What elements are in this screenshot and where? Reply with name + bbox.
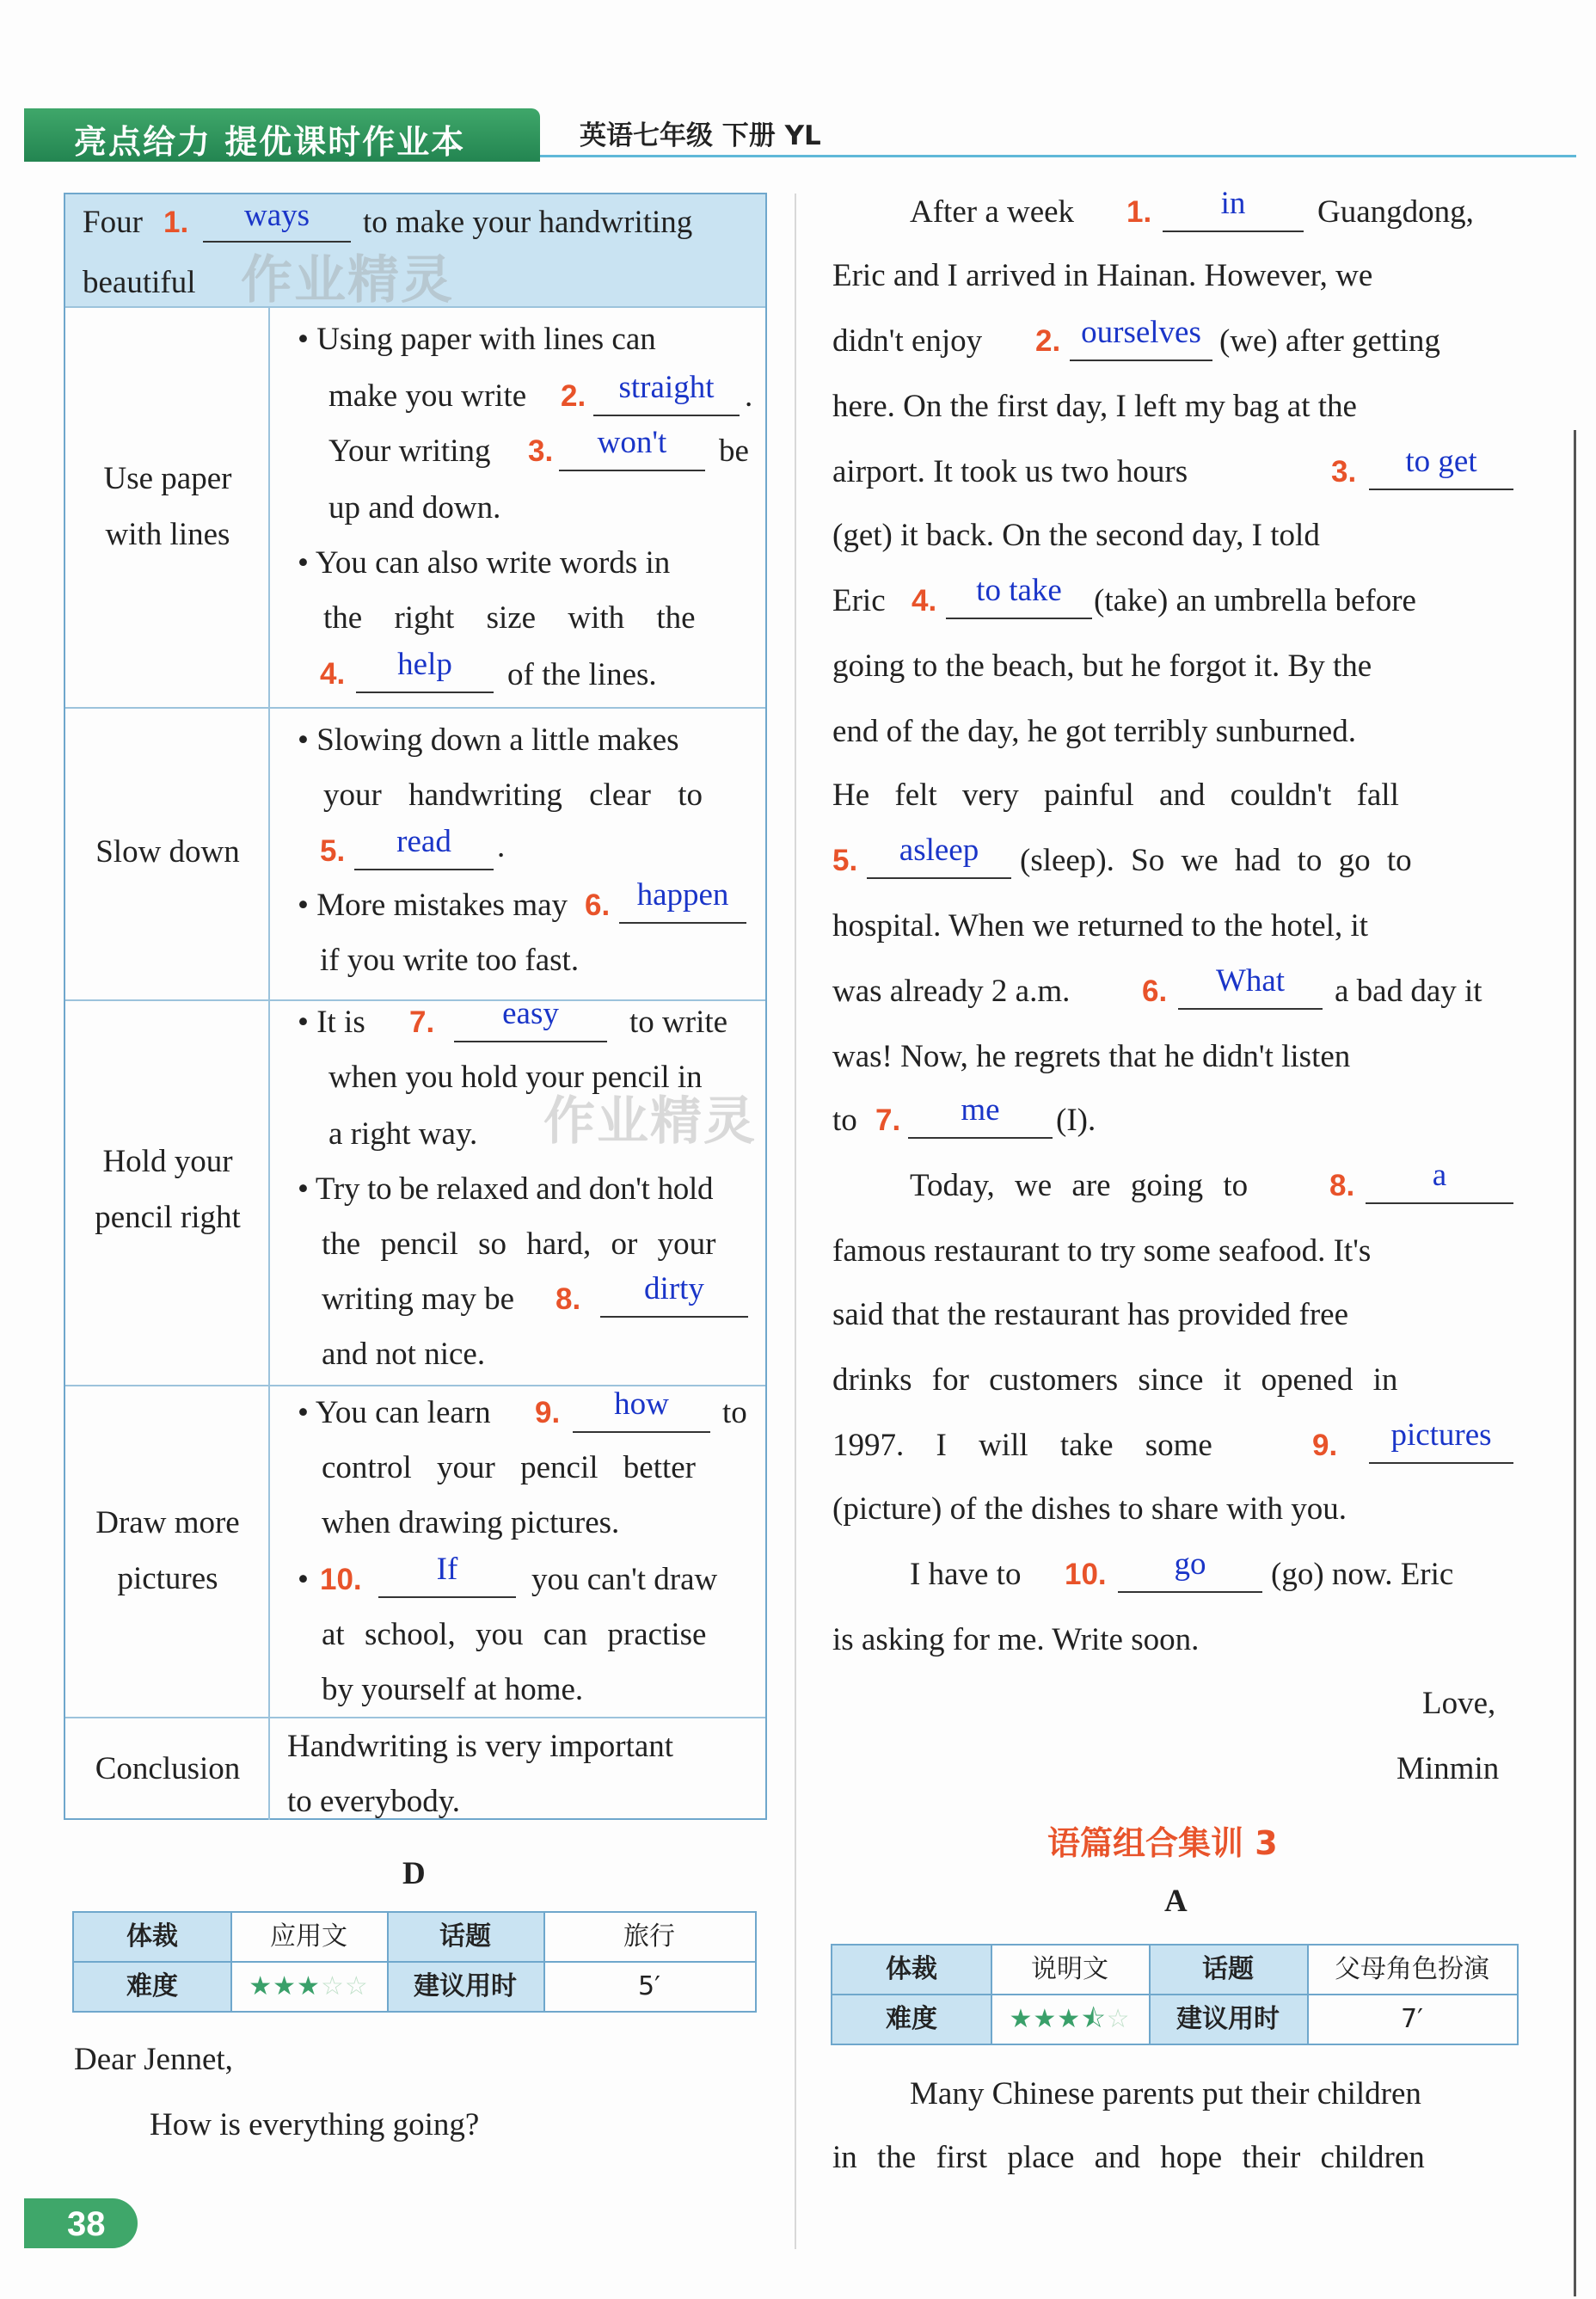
text-line: end of the day, he got terribly sunburned.	[832, 714, 1356, 749]
blank-number: 3.	[1331, 455, 1357, 489]
period: .	[745, 378, 753, 414]
text-line: a right way.	[328, 1116, 478, 1152]
greeting: Dear Jennet,	[74, 2042, 233, 2077]
text-line: make you write	[328, 378, 527, 414]
answer-blank-4: help	[356, 649, 494, 693]
blank-number: 6.	[585, 888, 611, 922]
star-icon: ☆	[320, 1972, 345, 2001]
star-icon: ★	[1009, 2005, 1034, 2033]
text-line: airport. It took us two hours	[832, 454, 1188, 489]
text-line: • Slowing down a little makes	[298, 722, 679, 758]
info-value: 说明文	[1031, 1954, 1108, 1984]
text-line: (get) it back. On the second day, I told	[832, 518, 1320, 553]
blank-number: 1.	[1126, 195, 1152, 229]
blank-number: 2.	[561, 379, 586, 413]
section-letter: D	[402, 1856, 426, 1891]
row-label-pencil: Hold your pencil right	[95, 1144, 241, 1235]
row-label-draw: Draw more pictures	[95, 1505, 240, 1596]
info-value: 应用文	[270, 1921, 347, 1952]
answer-blank-1: ways	[203, 200, 351, 243]
text-line: control your pencil better	[322, 1450, 697, 1485]
row-label-conclusion: Conclusion	[95, 1751, 241, 1786]
table-rule	[1149, 1946, 1151, 2044]
text-line: (we) after getting	[1219, 323, 1440, 359]
answer-blank-2: straight	[593, 372, 740, 416]
text-line: at school, you can practise	[322, 1617, 707, 1652]
table-rule	[387, 1913, 389, 2011]
text-line: when you hold your pencil in	[328, 1060, 703, 1095]
section-title: 语篇组合集训 3	[1047, 1824, 1278, 1862]
blank-number: 1.	[163, 206, 189, 239]
text-line: drinks for customers since it opened in	[832, 1362, 1398, 1398]
blank-number: 5.	[320, 834, 346, 868]
star-icon: ★	[249, 1972, 273, 2001]
answer-blank-10: If	[378, 1553, 516, 1598]
blank-number: 4.	[320, 657, 346, 691]
blank-number: 10.	[320, 1563, 362, 1596]
answer-blank-7: me	[908, 1094, 1053, 1139]
answer-blank-10: go	[1118, 1548, 1262, 1593]
star-icon: ★	[1057, 2005, 1082, 2033]
table-rule	[991, 1946, 992, 2044]
answer-blank-8: dirty	[600, 1273, 748, 1318]
answer-blank-2: ourselves	[1070, 317, 1212, 361]
row-divider	[65, 707, 765, 709]
text-line: was! Now, he regrets that he didn't listen	[832, 1039, 1351, 1074]
column-divider	[795, 194, 796, 2249]
text-line: Your writing	[328, 433, 491, 469]
table-rule	[1307, 1946, 1309, 2044]
blank-number: 7.	[409, 1005, 435, 1039]
info-value: 5′	[638, 1971, 660, 2001]
answer-blank-3: to get	[1369, 446, 1513, 490]
info-label: 话题	[387, 1913, 543, 1961]
text-line: here. On the first day, I left my bag at the	[832, 389, 1357, 424]
text-line: to write	[629, 1005, 728, 1040]
answer-blank-4: to take	[946, 575, 1092, 619]
series-title: 亮点给力 提优课时作业本	[74, 123, 466, 161]
text-line: by yourself at home.	[322, 1672, 584, 1707]
text-line: I have to	[910, 1557, 1022, 1592]
star-icon: ★	[273, 1972, 298, 2001]
closing: Love,	[1422, 1686, 1496, 1721]
text-line: writing may be	[322, 1282, 515, 1317]
answer-blank-6: happen	[619, 879, 746, 924]
watermark: 作业精灵	[241, 250, 454, 310]
text-line: He felt very painful and couldn't fall	[832, 778, 1399, 813]
blank-number: 4.	[912, 584, 937, 618]
text-line: (take) an umbrella before	[1094, 583, 1416, 618]
blank-number: 8.	[556, 1282, 581, 1316]
text-line: (I).	[1056, 1103, 1096, 1138]
text-line: Today, we are going to	[910, 1168, 1249, 1203]
table-rule	[543, 1913, 545, 2011]
header-banner	[24, 108, 540, 162]
row-label-slow: Slow down	[95, 834, 240, 870]
text-line: a bad day it	[1335, 974, 1482, 1009]
answer-blank-7: easy	[454, 998, 607, 1042]
star-icon: ★	[1033, 2005, 1058, 2033]
header-rule	[540, 155, 1576, 157]
answer-blank-8: a	[1366, 1159, 1513, 1204]
text-line: your handwriting clear to	[323, 778, 703, 813]
text-line: Many Chinese parents put their children	[910, 2076, 1421, 2112]
text-line: to	[722, 1395, 747, 1430]
text-line: • Using paper with lines can	[298, 322, 656, 357]
info-label: 话题	[1149, 1946, 1307, 1994]
page-number: 38	[67, 2205, 106, 2243]
blank-number: 3.	[528, 434, 554, 468]
info-value: 7′	[1401, 2004, 1423, 2034]
table-rule	[230, 1913, 232, 2011]
answer-blank-9: how	[573, 1388, 710, 1433]
answer-blank-5: read	[354, 826, 494, 870]
text-line: famous restaurant to try some seafood. It's	[832, 1233, 1372, 1269]
text-line: • You can also write words in	[298, 545, 671, 581]
difficulty-stars	[230, 1963, 387, 2011]
info-value: 父母角色扮演	[1335, 1954, 1489, 1984]
signature: Minmin	[1396, 1751, 1500, 1786]
page-edge	[1574, 430, 1576, 2296]
star-icon: ⯪	[1081, 2005, 1107, 2033]
text-line: is asking for me. Write soon.	[832, 1622, 1200, 1657]
text-line: of the lines.	[507, 657, 657, 692]
period: .	[497, 829, 506, 864]
text-line: Eric	[832, 583, 886, 618]
table-rule	[832, 1994, 1517, 1995]
text-line: • You can learn	[298, 1395, 491, 1430]
text-line: going to the beach, but he forgot it. By the	[832, 649, 1372, 684]
book-info: 英语七年级 下册 YL	[580, 120, 821, 151]
info-label: 体裁	[74, 1913, 230, 1961]
blank-number: 6.	[1142, 974, 1168, 1008]
star-icon: ☆	[344, 1972, 369, 2001]
row-divider	[65, 1717, 765, 1718]
text-line: How is everything going?	[150, 2107, 480, 2142]
text-line: hospital. When we returned to the hotel, it	[832, 908, 1369, 944]
bullet: •	[298, 1562, 309, 1597]
text-line: you can't draw	[531, 1562, 718, 1597]
row-label-paper: Use paper with lines	[103, 461, 232, 552]
answer-blank-1: in	[1163, 187, 1304, 232]
blank-number: 10.	[1065, 1558, 1107, 1591]
text-line: • It is	[298, 1005, 365, 1040]
row-divider	[65, 999, 765, 1001]
info-label: 难度	[832, 1995, 991, 2044]
text-line: didn't enjoy	[832, 323, 983, 359]
table-rule	[74, 1961, 755, 1963]
blank-number: 8.	[1329, 1169, 1355, 1202]
difficulty-stars	[991, 1995, 1149, 2044]
text-line: be	[719, 433, 749, 469]
star-icon: ★	[297, 1972, 321, 2001]
text-line: to everybody.	[287, 1784, 461, 1819]
blank-number: 7.	[875, 1103, 901, 1137]
table-title-suffix: to make your handwriting	[363, 205, 693, 240]
text-line: up and down.	[328, 490, 501, 526]
table-column-divider	[268, 306, 270, 1820]
text-line: • Try to be relaxed and don't hold	[298, 1171, 714, 1207]
text-line: (sleep). So we had to go to	[1020, 843, 1412, 878]
blank-number: 5.	[832, 844, 858, 877]
answer-blank-5: asleep	[867, 834, 1011, 879]
answer-blank-6: What	[1178, 965, 1323, 1010]
blank-number: 2.	[1035, 324, 1061, 358]
answer-blank-9: pictures	[1369, 1419, 1513, 1464]
text-line: Handwriting is very important	[287, 1729, 674, 1764]
text-line: said that the restaurant has provided free	[832, 1297, 1348, 1332]
info-value: 旅行	[623, 1921, 675, 1952]
text-line: (picture) of the dishes to share with you.	[832, 1491, 1347, 1527]
text-line: and not nice.	[322, 1337, 486, 1372]
info-table	[831, 1944, 1519, 2045]
info-label: 难度	[74, 1963, 230, 2011]
info-label: 体裁	[832, 1946, 991, 1994]
info-label: 建议用时	[1149, 1995, 1307, 2044]
text-line: was already 2 a.m.	[832, 974, 1071, 1009]
blank-number: 9.	[535, 1396, 561, 1429]
table-title-prefix: Four	[83, 205, 143, 240]
text-line: if you write too fast.	[320, 943, 580, 978]
answer-blank-3: won't	[559, 427, 705, 471]
table-title-line2: beautiful	[83, 265, 196, 300]
text-line: in the first place and hope their children	[832, 2140, 1425, 2175]
text-line: 1997. I will take some	[832, 1428, 1212, 1463]
text-line: to	[832, 1103, 857, 1138]
text-line: the pencil so hard, or your	[322, 1226, 716, 1262]
text-line: • More mistakes may	[298, 888, 568, 923]
text-line: After a week	[910, 194, 1075, 230]
text-line: when drawing pictures.	[322, 1505, 620, 1540]
text-line: Eric and I arrived in Hainan. However, we	[832, 258, 1373, 293]
section-letter: A	[1164, 1884, 1188, 1919]
watermark: 作业精灵	[543, 1091, 757, 1152]
page-number-tab	[24, 2198, 138, 2248]
info-label: 建议用时	[387, 1963, 543, 2011]
star-icon: ☆	[1106, 2005, 1131, 2033]
text-line: (go) now. Eric	[1271, 1557, 1454, 1592]
info-table	[72, 1911, 757, 2013]
text-line: Guangdong,	[1317, 194, 1474, 230]
blank-number: 9.	[1312, 1429, 1338, 1462]
text-line: the right size with the	[323, 600, 696, 636]
